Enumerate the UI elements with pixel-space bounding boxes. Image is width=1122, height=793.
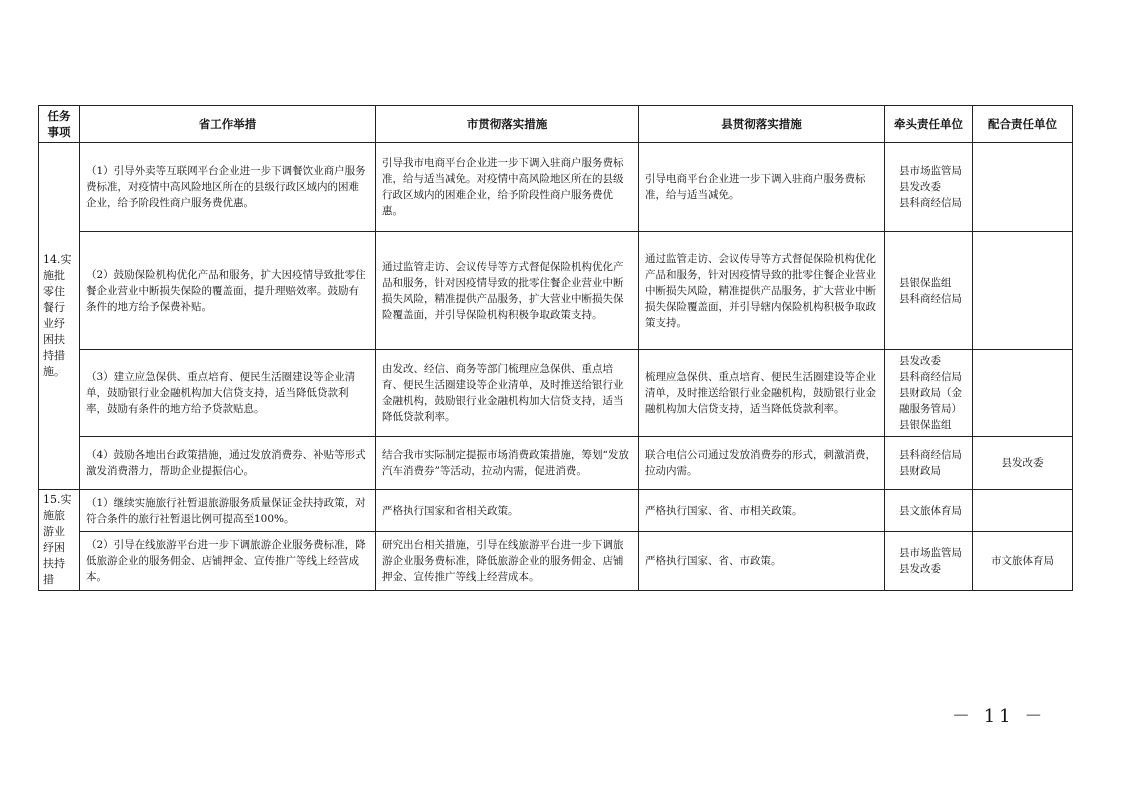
county-measure-cell: 梳理应急保供、重点培育、便民生活圈建设等企业清单，及时推送给银行业金融机构，鼓励银行业金融机构加大信贷支持，适当降低贷款利率。 — [639, 350, 885, 437]
city-measure-cell: 由发改、经信、商务等部门梳理应急保供、重点培育、便民生活圈建设等企业清单，及时推送给银行业金融机构，鼓励银行业金融机构加大信贷支持，适当降低贷款利率。 — [376, 350, 639, 437]
county-measure-cell: 引导电商平台企业进一步下调入驻商户服务费标准，给与适当减免。 — [639, 143, 885, 232]
table-row — [39, 350, 1073, 437]
city-measure-cell: 引导我市电商平台企业进一步下调入驻商户服务费标准，给与适当减免。对疫情中高风险地区所在的县级行政区域内的困难企业，给予阶段性商户服务费优惠。 — [376, 143, 639, 232]
support-unit-cell — [973, 232, 1073, 350]
support-unit-cell: 县发改委 — [973, 437, 1073, 490]
header-province-measures: 省工作举措 — [80, 106, 376, 143]
lead-unit-cell: 县银保监组 县科商经信局 — [885, 232, 973, 350]
province-measure-cell: （2）引导在线旅游平台进一步下调旅游企业服务费标准，降低旅游企业的服务佣金、店铺押金、宣传推广等线上经营成本。 — [80, 532, 376, 591]
table-row — [39, 232, 1073, 350]
header-support-unit: 配合责任单位 — [973, 106, 1073, 143]
city-measure-cell: 结合我市实际制定提振市场消费政策措施，筹划“发放汽车消费券”等活动，拉动内需，促进消费。 — [376, 437, 639, 490]
province-measure-cell: （1）继续实施旅行社暂退旅游服务质量保证金扶持政策，对符合条件的旅行社暂退比例可提高至100%。 — [80, 490, 376, 532]
header-city-measures: 市贯彻落实措施 — [376, 106, 639, 143]
county-measure-cell: 通过监管走访、会议传导等方式督促保险机构优化产品和服务，针对因疫情导致的批零住餐企业营业中断损失风险，精准提供产品服务，扩大营业中断损失保险覆盖面，并引导辖内保险机构积极争取政策支持。 — [639, 232, 885, 350]
support-unit-cell — [973, 350, 1073, 437]
province-measure-cell: （4）鼓励各地出台政策措施，通过发放消费券、补贴等形式激发消费潜力，帮助企业提振信心。 — [80, 437, 376, 490]
header-task: 任务事项 — [39, 106, 80, 143]
page-number: － 11 － — [952, 706, 1047, 727]
support-unit-cell — [973, 490, 1073, 532]
table-row — [39, 437, 1073, 490]
county-measure-cell: 联合电信公司通过发放消费券的形式，刺激消费，拉动内需。 — [639, 437, 885, 490]
table-row — [39, 143, 1073, 232]
county-measure-cell: 严格执行国家、省、市政策。 — [639, 532, 885, 591]
city-measure-cell: 研究出台相关措施，引导在线旅游平台进一步下调旅游企业服务费标准，降低旅游企业的服务佣金、店铺押金、宣传推广等线上经营成本。 — [376, 532, 639, 591]
header-lead-unit: 牵头责任单位 — [885, 106, 973, 143]
task-label: 14.实施批零住餐行业纾困扶持措施。 — [39, 143, 80, 490]
city-measure-cell: 严格执行国家和省相关政策。 — [376, 490, 639, 532]
support-unit-cell: 市文旅体育局 — [973, 532, 1073, 591]
lead-unit-cell: 县科商经信局 县财政局 — [885, 437, 973, 490]
province-measure-cell: （3）建立应急保供、重点培育、便民生活圈建设等企业清单，鼓励银行业金融机构加大信贷支持，适当降低贷款利率，鼓励有条件的地方给予贷款贴息。 — [80, 350, 376, 437]
table-row — [39, 532, 1073, 591]
lead-unit-cell: 县发改委 县科商经信局 县财政局（金融服务管局） 县银保监组 — [885, 350, 973, 437]
task-table — [38, 105, 1073, 591]
support-unit-cell — [973, 143, 1073, 232]
table-row — [39, 490, 1073, 532]
county-measure-cell: 严格执行国家、省、市相关政策。 — [639, 490, 885, 532]
city-measure-cell: 通过监管走访、会议传导等方式督促保险机构优化产品和服务，针对因疫情导致的批零住餐企业营业中断损失风险，精准提供产品服务，扩大营业中断损失保险覆盖面，并引导保险机构积极争取政策支持。 — [376, 232, 639, 350]
table-header-row — [39, 106, 1073, 143]
task-label: 15.实施旅游业纾困扶持措 — [39, 490, 80, 591]
lead-unit-cell: 县市场监管局 县发改委 县科商经信局 — [885, 143, 973, 232]
province-measure-cell: （2）鼓励保险机构优化产品和服务，扩大因疫情导致批零住餐企业营业中断损失保险的覆盖面，提升理赔效率。鼓励有条件的地方给予保费补贴。 — [80, 232, 376, 350]
lead-unit-cell: 县市场监管局 县发改委 — [885, 532, 973, 591]
province-measure-cell: （1）引导外卖等互联网平台企业进一步下调餐饮业商户服务费标准，对疫情中高风险地区所在的县级行政区域内的困难企业，给予阶段性商户服务费优惠。 — [80, 143, 376, 232]
header-county-measures: 县贯彻落实措施 — [639, 106, 885, 143]
lead-unit-cell: 县文旅体育局 — [885, 490, 973, 532]
